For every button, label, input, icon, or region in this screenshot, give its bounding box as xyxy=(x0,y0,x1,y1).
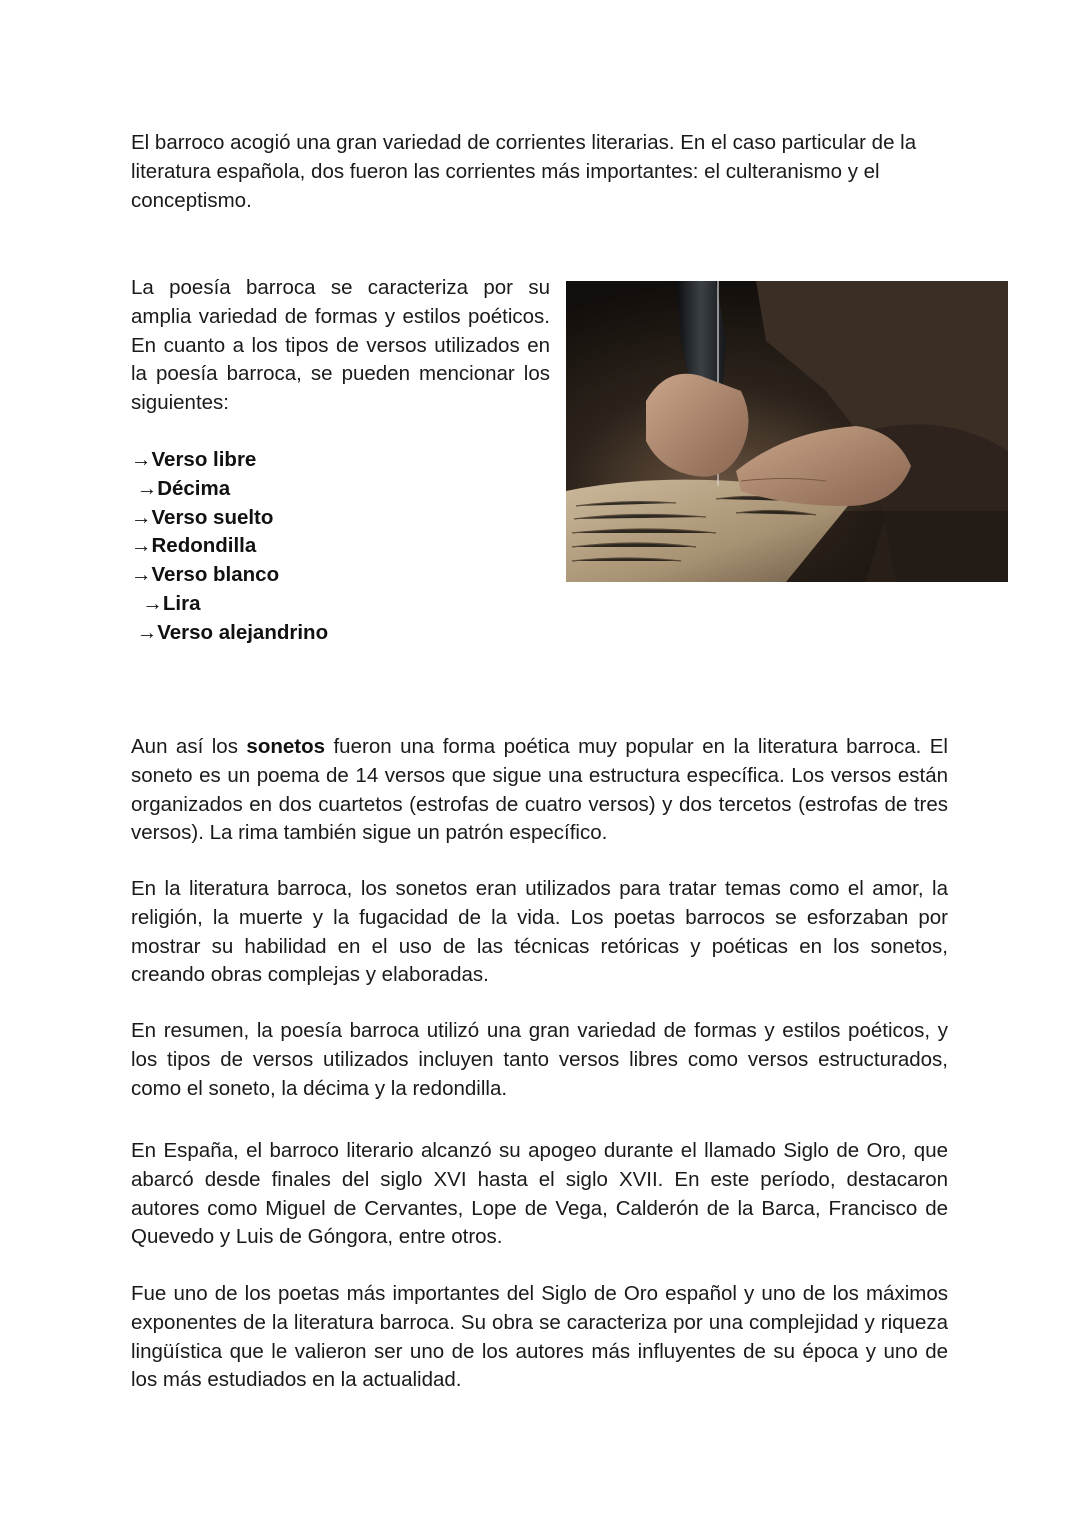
list-item: →Décima xyxy=(136,476,231,500)
list-item: →Verso blanco xyxy=(131,563,280,587)
summary-paragraph: En resumen, la poesía barroca utilizó una gran variedad de formas y estilos poéticos, y los tipos de versos utilizados incluyen tanto versos libres como versos estructurados, como el soneto, la décima y la redondilla. xyxy=(131,1019,948,1100)
arrow-icon: → xyxy=(131,563,152,587)
poet-paragraph: Fue uno de los poetas más importantes del Siglo de Oro español y uno de los máximos exponentes de la literatura barroca. Su obra se caracteriza por una complejidad y riqueza lingüística que le valieron ser uno de los autores más influyentes de su época y uno de los más estudiados en la actualidad. xyxy=(131,1282,948,1392)
arrow-icon: → xyxy=(136,476,158,500)
arrow-icon: → xyxy=(131,448,152,471)
list-item: →Verso libre xyxy=(131,448,257,471)
sonnets-paragraph: Aun así los sonetos fueron una forma poética muy popular en la literatura barroca. El soneto es un poema de 14 versos que sigue una estructura específica. Los versos están organizados en dos cuartetos (estrofas de cuatro versos) y dos tercetos (estrofas de tres versos). La rima también sigue un patrón específico. xyxy=(131,735,948,845)
arrow-icon: → xyxy=(131,534,152,558)
arrow-icon: → xyxy=(136,620,158,644)
list-item: →Verso suelto xyxy=(131,505,274,529)
poetry-intro-paragraph: La poesía barroca se caracteriza por su amplia variedad de formas y estilos poéticos. En cuanto a los tipos de versos utilizados en la poesía barroca, se pueden mencionar los siguientes: xyxy=(131,276,550,415)
list-item: →Lira xyxy=(142,591,201,615)
arrow-icon: → xyxy=(142,591,163,615)
list-item: →Verso alejandrino xyxy=(136,620,329,644)
sonnet-themes-paragraph: En la literatura barroca, los sonetos eran utilizados para tratar temas como el amor, la religión, la muerte y la fugacidad de la vida. Los poetas barrocos se esforzaban por mostrar su habilidad en el uso de las técnicas retóricas y poéticas en los sonetos, creando obras complejas y elaboradas. xyxy=(131,877,948,987)
verse-types-list xyxy=(131,446,328,648)
quill-writing-image xyxy=(566,281,1008,582)
arrow-icon: → xyxy=(131,505,152,529)
golden-age-paragraph: En España, el barroco literario alcanzó su apogeo durante el llamado Siglo de Oro, que abarcó desde finales del siglo XVI hasta el siglo XVII. En este período, destacaron autores como Miguel de Cervantes, Lope de Vega, Calderón de la Barca, Francisco de Quevedo y Luis de Góngora, entre otros. xyxy=(131,1139,948,1249)
intro-paragraph: El barroco acogió una gran variedad de corrientes literarias. En el caso particular de la literatura española, dos fueron las corrientes más importantes: el culteranismo y el conceptismo. xyxy=(131,131,917,212)
list-item: →Redondilla xyxy=(131,534,257,558)
sonnets-bold-term: sonetos xyxy=(246,735,326,758)
